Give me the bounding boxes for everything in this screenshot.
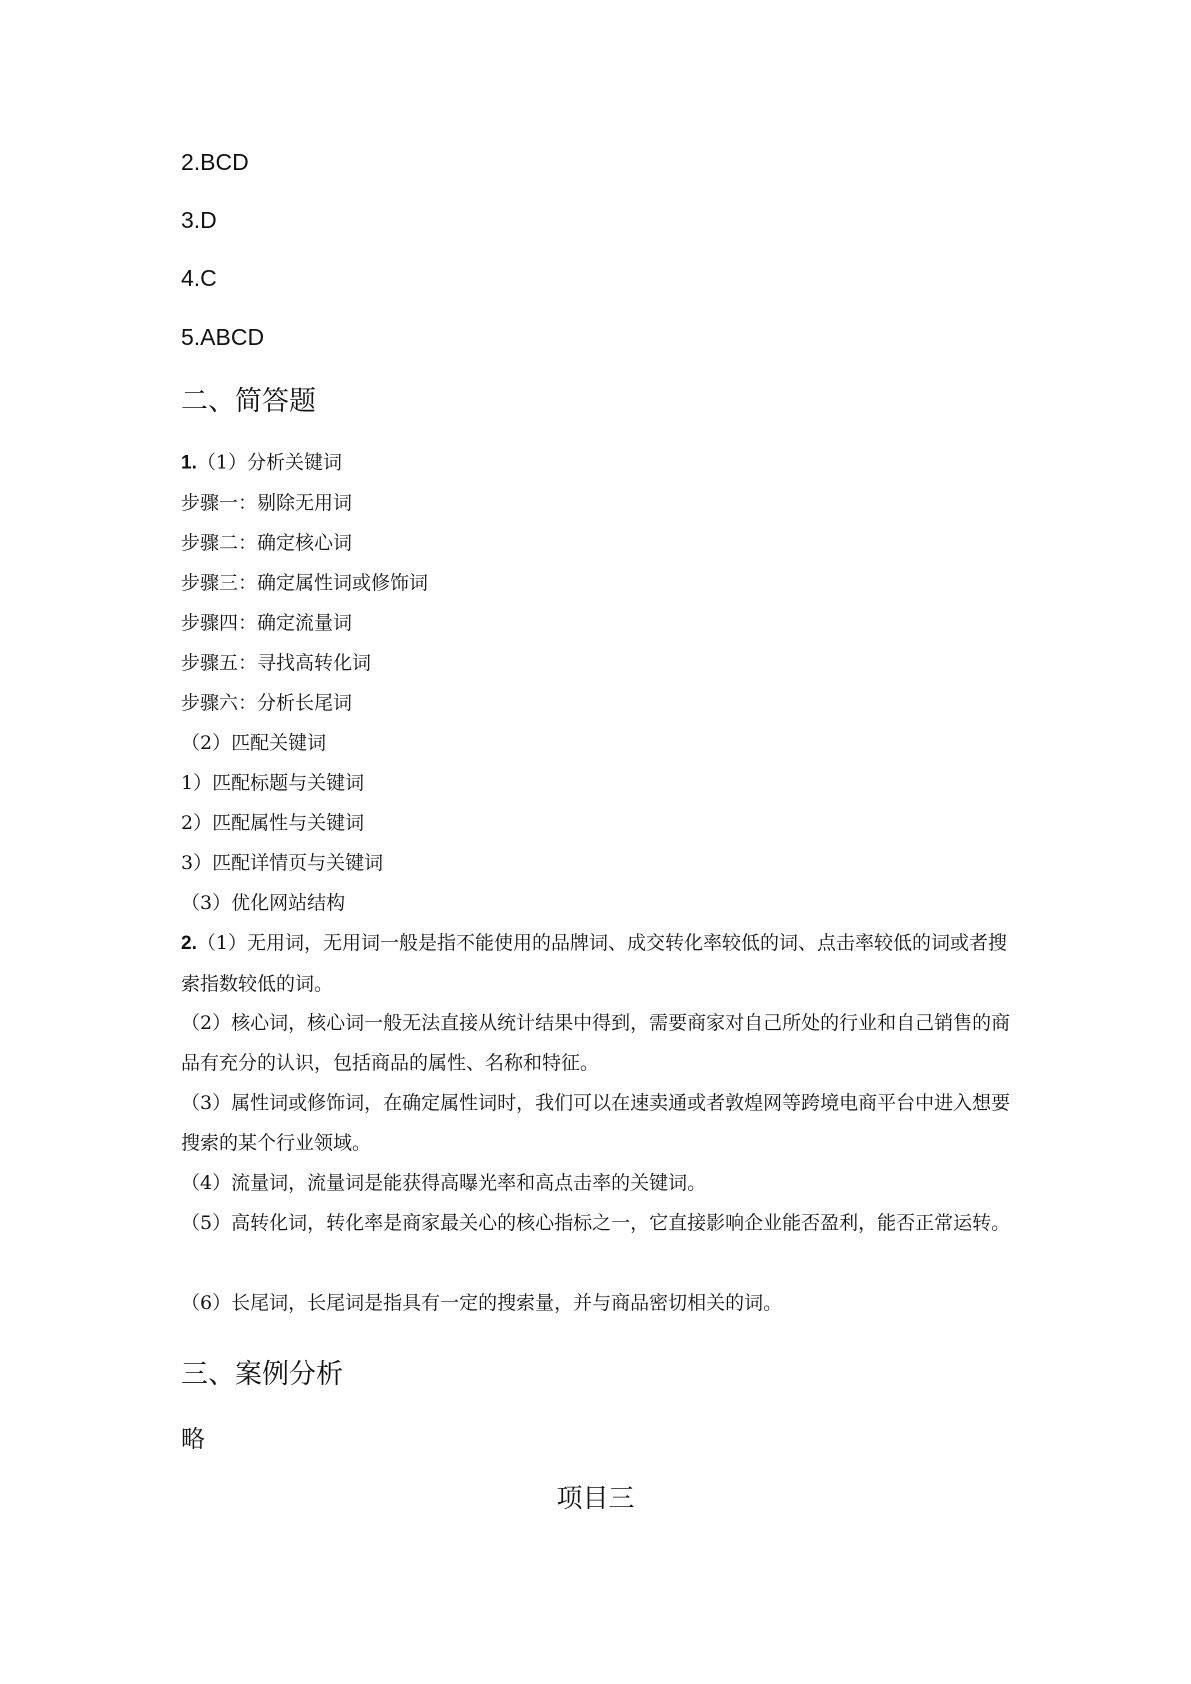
- q1-part-2: （2）匹配关键词: [181, 732, 327, 754]
- q1-match-1: 1）匹配标题与关键词: [181, 772, 365, 794]
- q2-paragraph-4: （4）流量词，流量词是能获得高曝光率和高点击率的关键词。: [181, 1172, 707, 1194]
- answer-4: 4.C: [181, 265, 217, 291]
- q2-first-text: （1）无用词，无用词一般是指不能使用的品牌词、成交转化率较低的词、点击率较低的词或者搜索指数较低的词。: [181, 932, 1007, 995]
- q1-step-2: 步骤二：确定核心词: [181, 532, 353, 554]
- q1-step-6: 步骤六：分析长尾词: [181, 692, 353, 714]
- q2-paragraph-2: （2）核心词，核心词一般无法直接从统计结果中得到，需要商家对自己所处的行业和自己销售的商品有充分的认识，包括商品的属性、名称和特征。: [181, 1012, 1011, 1074]
- q2-paragraph-1: [181, 923, 1015, 1004]
- answer-2: 2.BCD: [181, 149, 249, 175]
- q2-paragraph-3: （3）属性词或修饰词，在确定属性词时，我们可以在速卖通或者敦煌网等跨境电商平台中进入想要搜索的某个行业领域。: [181, 1092, 1011, 1154]
- project-heading: 项目三: [556, 1484, 635, 1514]
- q1-step-4: 步骤四：确定流量词: [181, 612, 353, 634]
- q2-paragraph-6: （6）长尾词，长尾词是指具有一定的搜索量，并与商品密切相关的词。: [181, 1292, 783, 1314]
- answer-3: 3.D: [181, 207, 217, 233]
- q1-step-5: 步骤五：寻找高转化词: [181, 652, 372, 674]
- q2-paragraph-5: （5）高转化词，转化率是商家最关心的核心指标之一，它直接影响企业能否盈利，能否正常运转。: [181, 1212, 1011, 1234]
- q1-match-3: 3）匹配详情页与关键词: [181, 852, 384, 874]
- section-title-case-analysis: 三、案例分析: [181, 1359, 343, 1390]
- case-answer: 略: [181, 1425, 205, 1453]
- q2-number: 2.: [181, 933, 197, 954]
- q1-match-2: 2）匹配属性与关键词: [181, 812, 365, 834]
- q1-number: 1.: [181, 452, 197, 474]
- q1-part-3: （3）优化网站结构: [181, 892, 346, 914]
- q1-heading: [181, 443, 342, 484]
- section-title-short-answer: 二、简答题: [181, 386, 316, 417]
- q1-step-3: 步骤三：确定属性词或修饰词: [181, 572, 429, 594]
- q1-step-1: 步骤一：剔除无用词: [181, 492, 353, 514]
- q1-head-text: （1）分析关键词: [196, 451, 342, 474]
- answer-5: 5.ABCD: [181, 324, 265, 350]
